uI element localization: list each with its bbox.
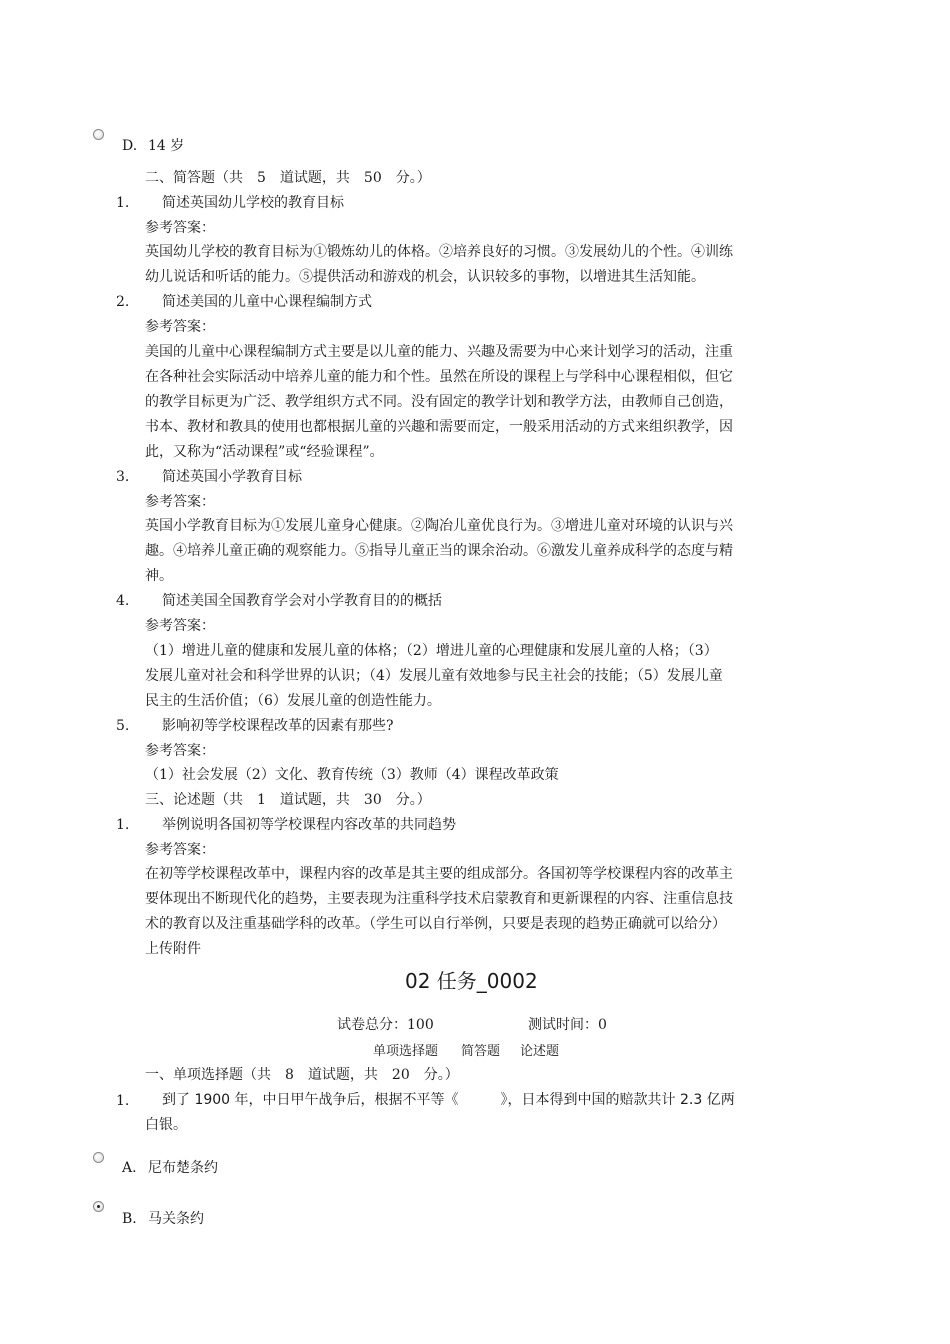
- q2-4-answer-line: 发展儿童对社会和科学世界的认识；（4）发展儿童有效地参与民主社会的技能；（5）发展儿童: [145, 668, 723, 684]
- q1-text-line: 白银。: [145, 1117, 187, 1133]
- option-b-letter: B.: [122, 1211, 137, 1227]
- q2-1-text: 简述英国幼儿学校的教育目标: [162, 195, 344, 211]
- option-a-letter: A.: [122, 1160, 137, 1176]
- task-title: 02 任务_0002: [405, 969, 538, 993]
- q2-1-number: 1.: [116, 195, 130, 211]
- q2-2-answer-line: 的教学目标更为广泛、教学组织方式不同。没有固定的教学计划和教学方法，由教师自己创造，: [145, 394, 733, 410]
- q2-2-answer-label: 参考答案：: [145, 319, 215, 335]
- q2-2-answer-line: 此，又称为“活动课程”或“经验课程”。: [145, 444, 384, 460]
- total-score: 试卷总分：100: [337, 1017, 434, 1033]
- q2-5-answer-label: 参考答案：: [145, 743, 215, 759]
- q3-1-answer-line: 术的教育以及注重基础学科的改革。（学生可以自行举例，只要是表现的趋势正确就可以给分）: [145, 916, 726, 932]
- q3-1-number: 1.: [116, 817, 130, 833]
- q2-3-number: 3.: [116, 469, 130, 485]
- option-d-text: 14 岁: [148, 138, 185, 154]
- q2-2-answer-line: 美国的儿童中心课程编制方式主要是以儿童的能力、兴趣及需要为中心来计划学习的活动，注重: [145, 344, 733, 360]
- q2-3-answer-line: 趣。④培养儿童正确的观察能力。⑤指导儿童正当的课余治动。⑥激发儿童养成科学的态度与精: [145, 543, 733, 559]
- q2-4-answer-line: 民主的生活价值；（6）发展儿童的创造性能力。: [145, 693, 441, 709]
- q3-1-answer-line: 要体现出不断现代化的趋势，主要表现为注重科学技术启蒙教育和更新课程的内容、注重信息技: [145, 891, 733, 907]
- q2-1-answer-label: 参考答案：: [145, 220, 215, 236]
- test-time: 测试时间：0: [528, 1017, 607, 1033]
- tab-essay[interactable]: 论述题: [520, 1044, 560, 1059]
- section3-header: 三、论述题（共 1 道试题，共 30 分。）: [145, 792, 431, 808]
- section2-header: 二、简答题（共 5 道试题，共 50 分。）: [145, 170, 431, 186]
- q2-2-answer-line: 在各种社会实际活动中培养儿童的能力和个性。虽然在所设的课程上与学科中心课程相似，但它: [145, 369, 733, 385]
- option-d-letter: D.: [122, 138, 138, 154]
- q2-4-text: 简述美国全国教育学会对小学教育目的的概括: [162, 593, 442, 609]
- option-a-radio[interactable]: [93, 1152, 104, 1163]
- q2-5-number: 5.: [116, 718, 130, 734]
- q2-4-answer-label: 参考答案：: [145, 618, 215, 634]
- q1-number: 1.: [116, 1093, 130, 1109]
- option-b-radio[interactable]: [93, 1201, 104, 1212]
- q2-2-text: 简述美国的儿童中心课程编制方式: [162, 294, 372, 310]
- tab-single-choice[interactable]: 单项选择题: [373, 1044, 439, 1059]
- q2-4-answer-line: （1）增进儿童的健康和发展儿童的体格；（2）增进儿童的心理健康和发展儿童的人格；（3）: [145, 643, 718, 659]
- q3-1-text: 举例说明各国初等学校课程内容改革的共同趋势: [162, 817, 456, 833]
- upload-attachment-link[interactable]: 上传附件: [145, 941, 201, 957]
- q2-5-answer-line: （1）社会发展（2）文化、教育传统（3）教师（4）课程改革政策: [145, 767, 559, 783]
- tab-short-answer[interactable]: 简答题: [461, 1044, 501, 1059]
- q2-4-number: 4.: [116, 593, 130, 609]
- q3-1-answer-line: 在初等学校课程改革中，课程内容的改革是其主要的组成部分。各国初等学校课程内容的改革主: [145, 866, 733, 882]
- q1-text-line: 到了 1900 年，中日甲午战争后，根据不平等《 》，日本得到中国的赔款共计 2.3 亿两: [162, 1092, 735, 1108]
- option-b-text: 马关条约: [148, 1211, 204, 1227]
- q2-2-number: 2.: [116, 294, 130, 310]
- q2-1-answer-line: 英国幼儿学校的教育目标为①锻炼幼儿的体格。②培养良好的习惯。③发展幼儿的个性。④训练: [145, 244, 733, 260]
- q2-2-answer-line: 书本、教材和教具的使用也都根据儿童的兴趣和需要而定，一般采用活动的方式来组织教学，因: [145, 419, 733, 435]
- section1-header: 一、单项选择题（共 8 道试题，共 20 分。）: [145, 1067, 459, 1083]
- q2-3-answer-line: 英国小学教育目标为①发展儿童身心健康。②陶冶儿童优良行为。③增进儿童对环境的认识与兴: [145, 518, 733, 534]
- q2-3-answer-line: 神。: [145, 568, 173, 584]
- option-d-radio[interactable]: [93, 129, 104, 140]
- q2-3-text: 简述英国小学教育目标: [162, 469, 302, 485]
- q2-3-answer-label: 参考答案：: [145, 494, 215, 510]
- q3-1-answer-label: 参考答案：: [145, 842, 215, 858]
- q2-5-text: 影响初等学校课程改革的因素有那些?: [162, 718, 394, 734]
- option-a-text: 尼布楚条约: [148, 1160, 218, 1176]
- q2-1-answer-line: 幼儿说话和听话的能力。⑤提供活动和游戏的机会，认识较多的事物，以增进其生活知能。: [145, 269, 705, 285]
